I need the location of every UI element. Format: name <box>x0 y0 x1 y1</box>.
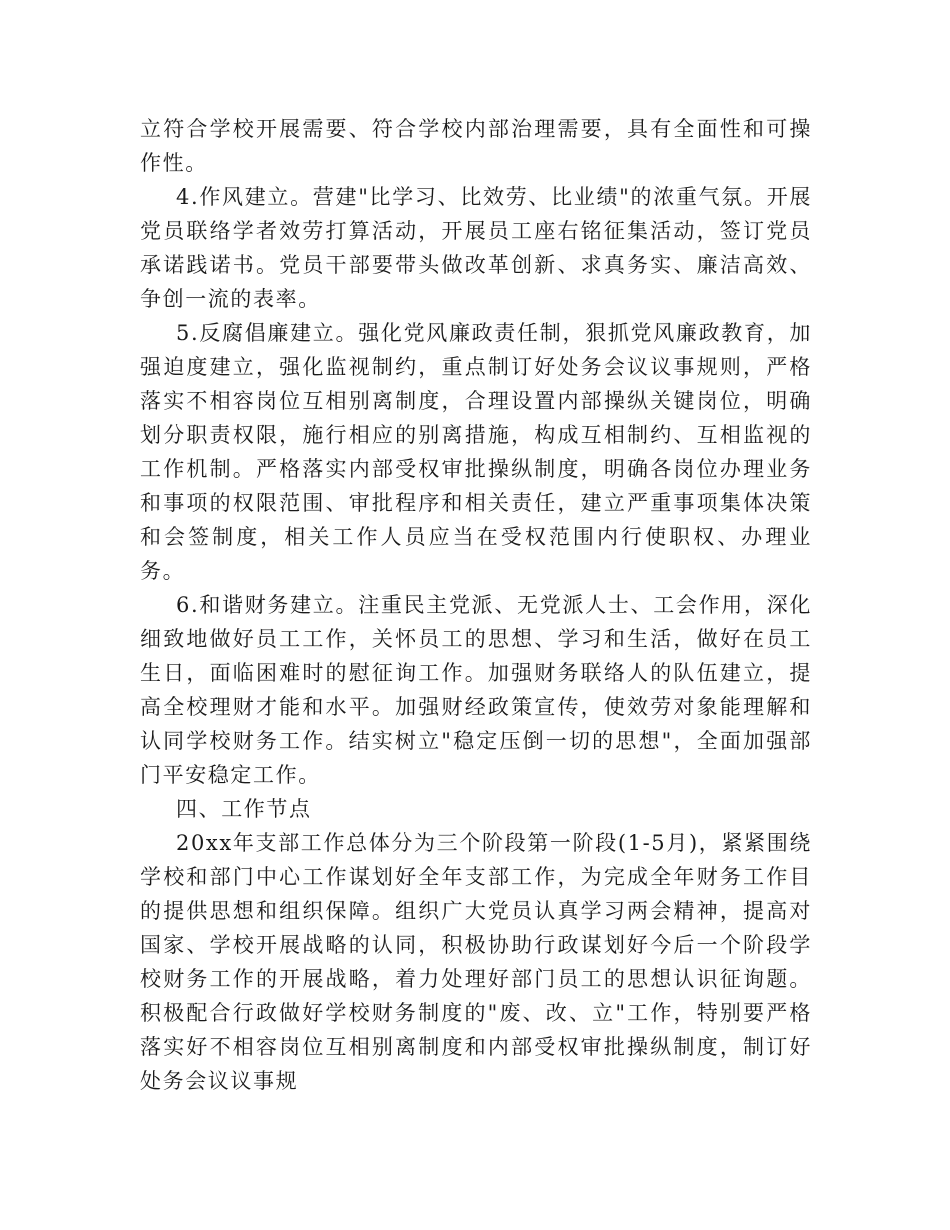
paragraph-style-building: 4.作风建立。营建"比学习、比效劳、比业绩"的浓重气氛。开展党员联络学者效劳打算活动，开展员工座右铭征集活动，签订党员承诺践诺书。党员干部要带头做改革创新、求真务实、廉洁高效、争创一流的表率。 <box>140 185 812 311</box>
document-body <box>140 112 812 1098</box>
paragraph-harmonious-finance: 6.和谐财务建立。注重民主党派、无党派人士、工会作用，深化细致地做好员工工作，关怀员工的思想、学习和生活，做好在员工生日，面临困难时的慰征询工作。加强财务联络人的队伍建立，提高全校理财才能和水平。加强财经政策宣传，使效劳对象能理解和认同学校财务工作。结实树立"稳定压倒一切的思想"，全面加强部门平安稳定工作。 <box>140 593 812 787</box>
paragraph-continuation: 立符合学校开展需要、符合学校内部治理需要，具有全面性和可操作性。 <box>140 117 812 175</box>
paragraph-work-phases: 20xx年支部工作总体分为三个阶段第一阶段(1-5月)，紧紧围绕学校和部门中心工作谋划好全年支部工作，为完成全年财务工作目的提供思想和组织保障。组织广大党员认真学习两会精神，提高对国家、学校开展战略的认同，积极协助行政谋划好今后一个阶段学校财务工作的开展战略，着力处理好部门员工的思想认识征询题。积极配合行政做好学校财务制度的"废、改、立"工作，特别要严格落实好不相容岗位互相别离制度和内部受权审批操纵制度，制订好处务会议议事规 <box>140 831 812 1093</box>
paragraph-anti-corruption: 5.反腐倡廉建立。强化党风廉政责任制，狠抓党风廉政教育，加强迫度建立，强化监视制约，重点制订好处务会议议事规则，严格落实不相容岗位互相别离制度，合理设置内部操纵关键岗位，明确划分职责权限，施行相应的别离措施，构成互相制约、互相监视的工作机制。严格落实内部受权审批操纵制度，明确各岗位办理业务和事项的权限范围、审批程序和相关责任，建立严重事项集体决策和会签制度，相关工作人员应当在受权范围内行使职权、办理业务。 <box>140 321 812 583</box>
section-heading-work-milestones: 四、工作节点 <box>176 797 312 821</box>
